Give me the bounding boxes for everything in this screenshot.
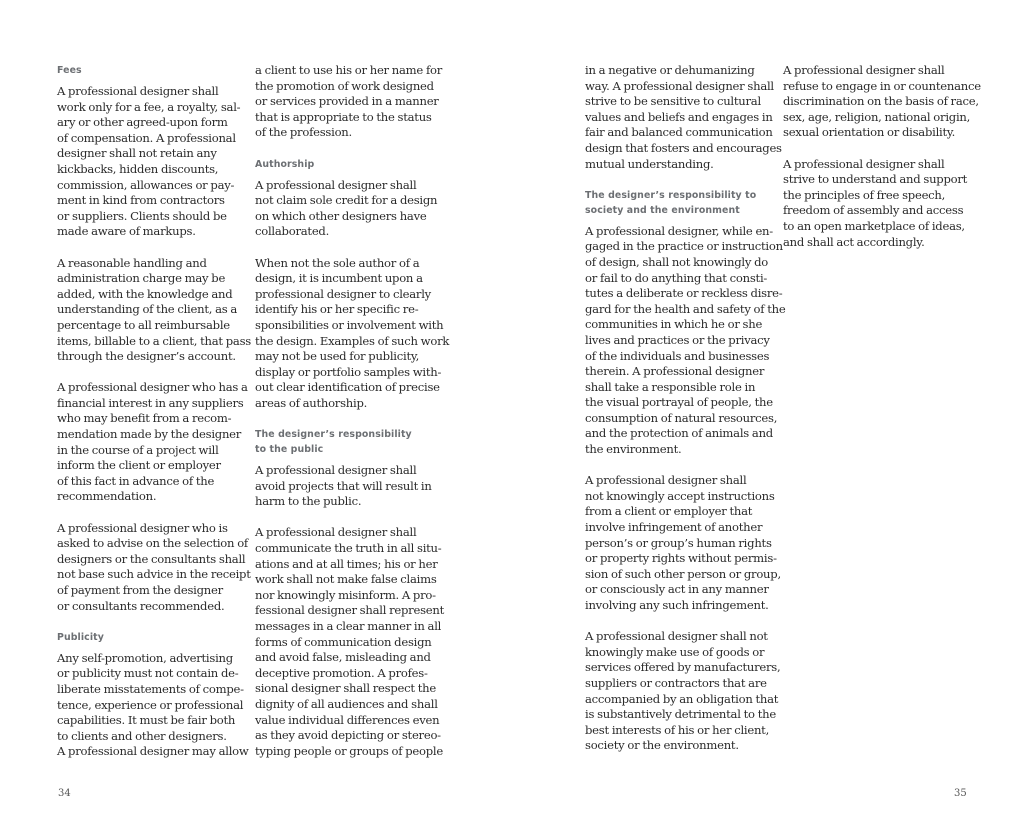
text-line: sexual orientation or disability. [783,125,956,140]
body-paragraph [255,463,445,510]
text-line: display or portfolio samples with- [255,364,442,379]
text-line: who may benefit from a recom- [57,411,232,426]
text-line: A professional designer shall [57,84,219,98]
text-line: understanding of the client, as a [57,302,238,317]
body-paragraph [585,473,781,613]
text-line: A professional designer shall [783,63,945,77]
text-line: the design. Examples of such work [255,333,450,348]
text-line: A professional designer who is [57,520,228,535]
text-line: not knowingly accept instructions [585,488,775,503]
text-line: a client to use his or her name for [255,63,443,77]
text-line: in a negative or dehumanizing [585,63,755,77]
text-line: work only for a fee, a royalty, sal- [57,99,241,114]
text-line: typing people or groups of people [255,743,443,758]
text-line: consumption of natural resources, [585,410,778,425]
text-line: tence, experience or professional [57,697,244,712]
text-line: of payment from the designer [57,583,223,597]
text-line: from a client or employer that [585,504,753,519]
body-paragraph [255,525,445,759]
text-line: recommendation. [57,489,157,504]
text-line: or consultants recommended. [57,598,225,613]
text-line: of design, shall not knowingly do [585,254,768,269]
body-paragraph [255,255,450,412]
body-paragraph [585,629,781,754]
text-line: designer shall not retain any [57,146,217,161]
text-line: is substantively detrimental to the [585,707,776,722]
body-paragraph [585,63,782,172]
page-number-left: 34 [58,788,71,799]
text-line: the promotion of work designed [255,78,434,93]
text-line: A professional designer shall [585,473,747,488]
left-page [0,0,511,824]
section-heading [255,427,445,457]
body-paragraph [57,84,247,240]
text-line: A professional designer who has a [57,380,248,395]
text-line: strive to understand and support [783,172,968,187]
text-line: collaborated. [255,224,330,239]
text-line: freedom of assembly and access [783,203,964,218]
text-line: nor knowingly misinform. A pro- [255,587,436,602]
text-line: tutes a deliberate or reckless disre- [585,286,783,301]
text-line: capabilities. It must be fair both [57,713,236,728]
body-paragraph [783,63,981,141]
column-4 [783,63,981,250]
text-line: liberate misstatements of compe- [57,681,244,696]
text-line: of the individuals and businesses [585,348,770,363]
body-paragraph [783,157,973,251]
text-line: added, with the knowledge and [57,286,233,301]
text-line: sex, age, religion, national origin, [783,109,971,124]
column-3 [585,63,786,754]
text-line: involving any such infringement. [585,598,769,612]
text-line: suppliers or contractors that are [585,675,767,690]
text-line: the visual portrayal of people, the [585,395,773,410]
text-line: communities in which he or she [585,317,763,332]
text-line: may not be used for publicity, [255,349,420,364]
text-line: through the designer’s account. [57,349,236,364]
text-line: inform the client or employer [57,458,221,473]
text-line: that is appropriate to the status [255,109,432,124]
body-paragraph [585,223,786,458]
text-line: the principles of free speech, [783,187,946,202]
text-line: asked to advise on the selection of [57,536,248,551]
text-line: or fail to do anything that consti- [585,270,768,285]
text-line: of the profession. [255,125,352,140]
text-line: involve infringement of another [585,520,763,535]
text-line: way. A professional designer shall [585,78,774,93]
right-page [512,0,1023,824]
text-line: or services provided in a manner [255,94,439,109]
text-line: society or the environment. [585,738,739,753]
text-line: design, it is incumbent upon a [255,271,423,286]
text-line: or publicity must not contain de- [57,666,239,681]
text-line: A professional designer shall [255,177,417,192]
text-line: sion of such other person or group, [585,566,781,581]
text-line: kickbacks, hidden discounts, [57,161,219,176]
text-line: administration charge may be [57,271,226,286]
text-line: made aware of markups. [57,224,196,239]
page-number-right: 35 [954,788,967,799]
text-line: or consciously act in any manner [585,582,769,597]
heading-line: The designer’s responsibility [255,429,412,441]
text-line: discrimination on the basis of race, [783,94,979,109]
text-line: A professional designer shall not [585,629,768,644]
text-line: A professional designer may allow [57,744,249,759]
text-line: to an open marketplace of ideas, [783,218,965,233]
text-line: out clear identification of precise [255,380,440,395]
body-paragraph [255,178,445,240]
column-2 [255,63,450,759]
body-paragraph [57,651,247,760]
text-line: of compensation. A professional [57,130,236,145]
heading-line: The designer’s responsibility to [585,189,757,201]
text-line: communicate the truth in all situ- [255,541,442,556]
text-line: professional designer to clearly [255,286,431,301]
text-line: and shall act accordingly. [783,234,925,249]
text-line: messages in a clear manner in all [255,619,442,633]
text-line: A professional designer shall [255,525,417,540]
heading-line: to the public [255,444,324,456]
text-line: A professional designer shall [255,463,417,478]
text-line: values and beliefs and engages in [585,109,773,124]
column-1 [57,63,251,760]
text-line: and the protection of animals and [585,426,773,441]
body-paragraph [57,520,251,615]
text-line: person’s or group’s human rights [585,535,772,550]
body-paragraph [57,255,251,365]
text-line: mutual understanding. [585,156,714,171]
text-line: work shall not make false claims [255,572,437,587]
text-line: dignity of all audiences and shall [255,696,438,711]
text-line: sional designer shall respect the [255,681,436,696]
text-line: in the course of a project will [57,442,219,457]
text-line: gaged in the practice or instruction [585,239,783,254]
text-line: ary or other agreed-upon form [57,115,228,130]
text-line: or property rights without permis- [585,551,777,566]
text-line: percentage to all reimbursable [57,317,230,332]
text-line: When not the sole author of a [255,255,420,270]
text-line: ment in kind from contractors [57,193,225,208]
text-line: sponsibilities or involvement with [255,317,444,332]
text-line: as they avoid depicting or stereo- [255,728,441,743]
text-line: not base such advice in the receipt [57,567,251,582]
text-line: forms of communication design [255,634,432,649]
text-line: strive to be sensitive to cultural [585,94,761,109]
body-paragraph [57,380,247,505]
text-line: design that fosters and encourages [585,140,782,155]
text-line: items, billable to a client, that pass [57,333,251,348]
text-line: services offered by manufacturers, [585,660,781,675]
text-line: deceptive promotion. A profes- [255,665,428,680]
text-line: areas of authorship. [255,395,368,410]
text-line: therein. A professional designer [585,364,765,379]
text-line: ations and at all times; his or her [255,556,438,571]
text-line: A professional designer shall [783,156,945,171]
text-line: fair and balanced communication [585,125,773,140]
heading-line: society and the environment [585,204,740,216]
text-line: best interests of his or her client, [585,722,770,737]
text-line: to clients and other designers. [57,728,227,743]
text-line: commission, allowances or pay- [57,177,235,192]
text-line: knowingly make use of goods or [585,644,765,659]
text-line: financial interest in any suppliers [57,395,244,410]
text-line: Any self-promotion, advertising [57,650,233,665]
text-line: accompanied by an obligation that [585,691,779,706]
text-line: or suppliers. Clients should be [57,208,227,223]
text-line: A reasonable handling and [57,255,207,270]
text-line: fessional designer shall represent [255,603,445,618]
text-line: the environment. [585,442,682,457]
text-line: designers or the consultants shall [57,551,246,566]
section-heading [585,188,775,218]
section-heading: Publicity [57,631,104,643]
text-line: refuse to engage in or countenance [783,78,981,93]
body-paragraph [255,63,445,141]
text-line: of this fact in advance of the [57,473,215,488]
text-line: A professional designer, while en- [585,223,773,238]
text-line: shall take a responsible role in [585,379,756,394]
text-line: avoid projects that will result in [255,478,432,493]
section-heading: Authorship [255,158,315,170]
section-heading: Fees [57,65,82,76]
text-line: value individual differences even [255,712,440,727]
text-line: identify his or her specific re- [255,302,419,317]
text-line: on which other designers have [255,208,427,223]
text-line: lives and practices or the privacy [585,332,770,347]
text-line: not claim sole credit for a design [255,193,438,208]
text-line: and avoid false, misleading and [255,650,431,665]
text-line: gard for the health and safety of the [585,301,786,316]
text-line: harm to the public. [255,494,362,509]
text-line: mendation made by the designer [57,427,242,442]
